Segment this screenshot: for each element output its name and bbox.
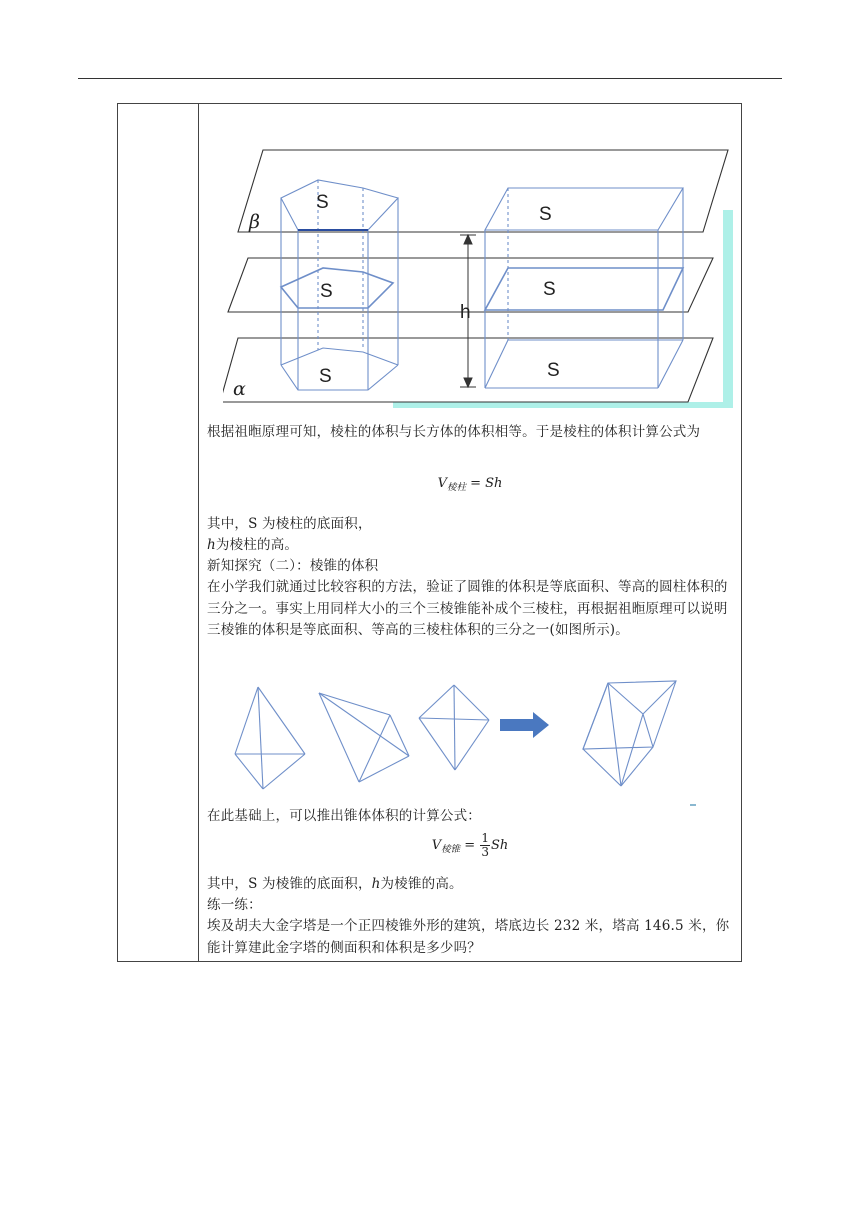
label-h: h [460,302,471,323]
formula2-v: V [431,838,442,853]
tetrahedron-3 [419,685,489,770]
prism-top-pentagon [281,180,398,230]
formula-sub: 棱柱 [446,482,466,493]
label-s-mid-prism: S [320,281,333,302]
section-heading-pyramid-volume: 新知探究（二）：棱锥的体积 [207,558,379,574]
tetrahedra-to-prism-figure [223,679,723,809]
content-cell [200,104,741,961]
paragraph-prism-height: h为棱柱的高。 [207,537,299,553]
var-h: h [207,537,216,553]
paragraph-cone-formula-intro: 在此基础上，可以推出锥体体积的计算公式： [207,808,481,824]
header-rule [78,78,782,79]
label-alpha: α [233,378,246,400]
label-s-top-cuboid: S [539,204,552,225]
label-beta: β [249,211,260,233]
formula2-eq: = [464,838,476,853]
assembled-prism [583,681,676,786]
teal-shadow [393,210,733,408]
label-s-bottom-prism: S [319,366,332,387]
label-s-bottom-cuboid: S [547,360,560,381]
paragraph-pyramid-explanation: 在小学我们就通过比较容积的方法，验证了圆锥的体积是等底面积、等高的圆柱体积的三分之一。事实上用同样大小的三个三棱锥能补成个三棱柱，再根据祖暅原理可以说明三棱锥的体积是等底面积、等高的三棱柱体积的三分之一(如图所示)。 [207,579,728,638]
label-s-top-prism: S [316,192,329,213]
right-arrow-icon [500,712,549,738]
paragraph-pyramid-exercise: 埃及胡夫大金字塔是一个正四棱锥外形的建筑，塔底边长 232 米，塔高 146.5 米，你能计算建此金字塔的侧面积和体积是多少吗？ [207,918,730,956]
prism-cuboid-planes-figure [223,140,735,412]
formula-rhs: = Sh [470,476,503,491]
paragraph-prism-base: 其中，S 为棱柱的底面积， [207,516,372,532]
left-column-cell [118,104,199,961]
formula2-sub: 棱锥 [441,844,461,855]
lesson-table [117,103,742,962]
tetrahedron-1 [235,687,305,789]
tetrahedron-2 [319,693,409,782]
formula-pyramid-volume [200,832,740,863]
cuboid-top [485,188,683,230]
plane-beta [238,150,728,232]
paragraph-prism-volume: 根据祖暅原理可知，棱柱的体积与长方体的体积相等。于是棱柱的体积计算公式为 [207,424,701,440]
cuboid-mid [485,268,683,310]
formula-prism-volume [200,476,740,493]
formula2-rhs: Sh [490,838,509,853]
formula-v: V [437,476,447,491]
paragraph-pyramid-base-height: 其中，S 为棱锥的底面积，h为棱锥的高。 [207,876,463,892]
practice-heading: 练一练： [207,897,262,913]
label-s-mid-cuboid: S [543,279,556,300]
fraction-one-third: $\frac{1}{3}$ [481,831,489,859]
